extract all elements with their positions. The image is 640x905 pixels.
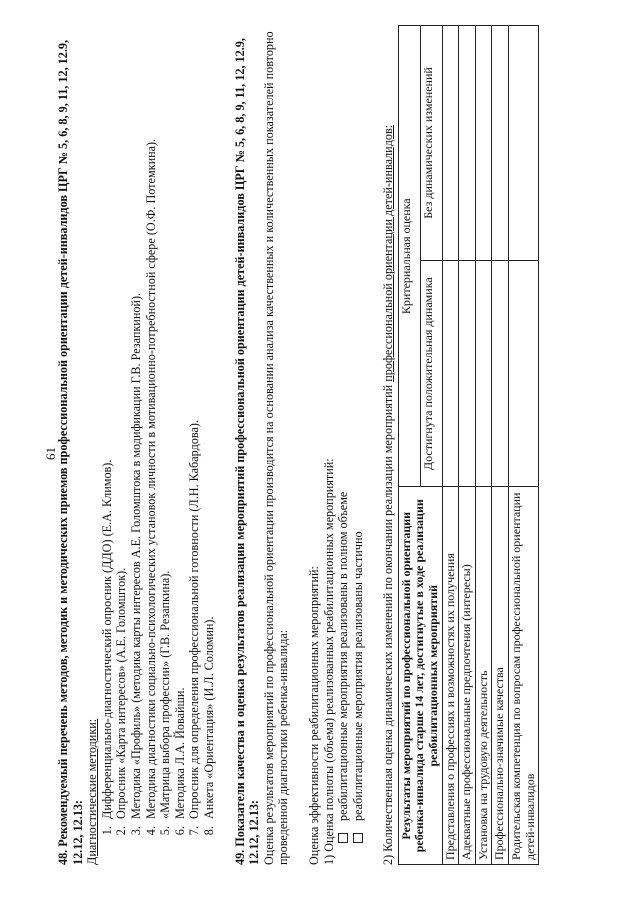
- list-item: 2. Опросник «Карта интересов» (А.Е. Голомшток).: [114, 25, 129, 823]
- diagnostic-methods-subheading: Диагностические методики:: [85, 718, 100, 865]
- checkbox-row: [336, 25, 351, 865]
- list-item: 1. Дифференциально-диагностический опросник (ДДО) (Е.А. Климов).: [100, 25, 115, 823]
- table-row: [509, 26, 539, 865]
- checkbox-row: [351, 25, 366, 865]
- point-2-text: 2) Количественная оценка динамических изменений по окончании реализации мероприятий: [381, 381, 396, 865]
- table-row: [492, 26, 509, 865]
- section-48-heading: 48. Рекомендуемый перечень методов, методик и методических приемов профессиональной ориентации детей-инвалидов ЦРГ № 5, 6, 8, 9, 11, 12, 12.9, 12.12, 12.13:: [56, 39, 85, 865]
- table-header-no-change: Без динамических изменений: [420, 26, 442, 261]
- table-cell-empty: [442, 26, 459, 261]
- evaluation-point-2: [381, 25, 396, 865]
- table-cell-empty: [509, 26, 539, 261]
- table-cell-empty: [509, 260, 539, 487]
- table-cell: Адекватные профессиональные предпочтения (интересы): [459, 487, 476, 865]
- evaluation-title: Оценка эффективности реабилитационных мероприятий:: [306, 566, 321, 865]
- table-row: [475, 26, 492, 865]
- table-cell-empty: [442, 260, 459, 487]
- list-item: 3. Методика «Профиль» (методика карты интересов А.Е. Голомштока в модификации Г.В. Резапкиной).: [129, 25, 144, 823]
- section-49-intro: Оценка результатов мероприятий по профессиональной ориентации производится на основании анализа качественных и количественных показателей повторно проведенной диагностики ребенка-инвалида:: [261, 31, 291, 865]
- table-cell-empty: [459, 260, 476, 487]
- point-2-underlined: профессиональной ориентации детей-инвалидов:: [381, 124, 396, 382]
- list-item: 6. Методика Л.А. Йовайши.: [173, 25, 188, 823]
- list-item: 4. Методика диагностики социально-психологических установок личности в мотивационно-потребностной сфере (О.Ф. Потемкина).: [144, 25, 159, 823]
- checkbox-label: реабилитационные мероприятия реализованы частично: [350, 531, 365, 821]
- table-row: [459, 26, 476, 865]
- checkbox-icon: [353, 833, 363, 843]
- table-cell-empty: [475, 260, 492, 487]
- results-table: [398, 25, 539, 865]
- list-item: 5. «Матрица выбора профессии» (Г.В. Резапкина).: [158, 25, 173, 823]
- table-cell-empty: [459, 26, 476, 261]
- checkbox-icon: [338, 833, 348, 843]
- table-cell-empty: [492, 26, 509, 261]
- list-item: 8. Анкета «Ориентация» (И.Л. Соломин).: [202, 25, 217, 823]
- table-cell: Родительская компетенция по вопросам профессиональной ориентации детей-инвалидов: [509, 487, 539, 865]
- table-cell: Установка на трудовую деятельность: [475, 487, 492, 865]
- table-cell: Профессионально-значимые качества: [492, 487, 509, 865]
- table-header-positive: Достигнута положительная динамика: [420, 260, 442, 487]
- section-49-heading: 49. Показатели качества и оценка результатов реализации мероприятий профессиональной ориентации детей-инвалидов ЦРГ № 5, 6, 8, 9, 11, 12, 12.9, 12.12, 12.13:: [232, 38, 262, 865]
- table-row: [442, 26, 459, 865]
- list-item: 7. Опросник для определения профессиональной готовности (Л.Н. Кабардова).: [187, 25, 202, 823]
- page-number: 61: [43, 447, 58, 460]
- table-header-criteria: Критериальная оценка: [398, 26, 420, 487]
- evaluation-point-1: 1) Оценка полноты (объема) реализованных реабилитационных мероприятий:: [321, 458, 336, 865]
- table-cell-empty: [475, 26, 492, 261]
- checkbox-label: реабилитационные мероприятия реализованы в полном объеме: [336, 491, 351, 821]
- page-content: [56, 25, 539, 865]
- table-cell-empty: [492, 260, 509, 487]
- table-cell: Представления о профессиях и возможностях их получения: [442, 487, 459, 865]
- methods-list: [100, 25, 217, 865]
- table-header-results: Результаты мероприятий по профессиональной ориентации ребенка-инвалида старше 14 лет, достигнутые в ходе реализации реабилитационных мероприятий: [398, 487, 442, 865]
